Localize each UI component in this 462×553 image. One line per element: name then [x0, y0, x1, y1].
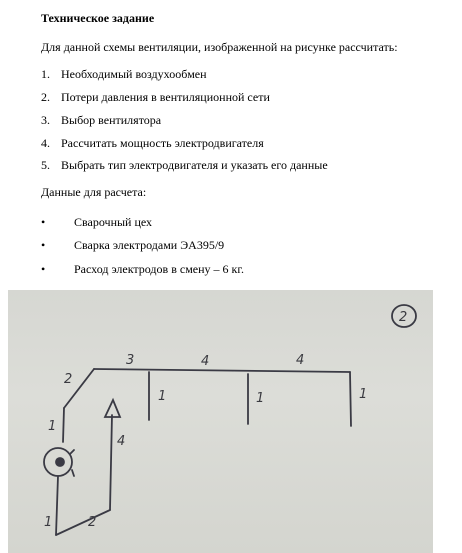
task-item: [41, 136, 264, 151]
task-text: Рассчитать мощность электродвигателя: [61, 136, 264, 150]
task-text: Потери давления в вентиляционной сети: [61, 90, 270, 104]
label-left-bottom: 1: [44, 515, 53, 530]
task-text: Выбор вентилятора: [61, 113, 162, 127]
duct-fan-down: [56, 476, 58, 535]
task-item: [41, 158, 328, 173]
duct-bottom-diagonal: [56, 510, 110, 535]
task-number: 5.: [41, 158, 50, 172]
label-seg-diag: 2: [64, 372, 73, 387]
bullet-mark: •: [41, 215, 46, 229]
fan-hub: [56, 458, 64, 466]
task-number: 1.: [41, 67, 50, 81]
label-seg-top-left: 3: [126, 353, 135, 368]
data-bullet-item: [41, 262, 244, 277]
data-bullet-item: [41, 215, 152, 230]
duct-left-vertical: [63, 408, 64, 442]
task-item: [41, 67, 207, 82]
task-number: 2.: [41, 90, 50, 104]
label-exhaust: 4: [117, 434, 126, 449]
task-number: 3.: [41, 113, 50, 127]
doc-title: Техническое задание: [41, 11, 155, 25]
main-duct: [94, 369, 350, 372]
ventilation-sketch: [8, 290, 433, 553]
ventilation-sketch-photo: [8, 290, 433, 553]
task-text: Необходимый воздухообмен: [61, 67, 207, 81]
label-seg-top-right: 4: [296, 353, 305, 368]
branch-duct-3: [350, 372, 351, 426]
task-text: Выбрать тип электродвигателя и указать его данные: [61, 158, 328, 172]
bullet-mark: •: [41, 238, 46, 252]
exhaust-duct: [110, 415, 112, 510]
task-item: [41, 113, 161, 128]
bullet-text: Сварочный цех: [74, 215, 153, 229]
label-branch-3: 1: [359, 387, 368, 402]
label-seg-top-mid: 4: [201, 354, 210, 369]
bullet-text: Сварка электродами ЭА395/9: [74, 238, 225, 252]
label-branch-2: 1: [256, 391, 265, 406]
label-bottom-diag: 2: [88, 515, 97, 530]
bullet-mark: •: [41, 262, 46, 276]
task-number: 4.: [41, 136, 50, 150]
data-label: Данные для расчета:: [41, 185, 147, 199]
data-bullet-item: [41, 238, 224, 253]
intro-text: Для данной схемы вентиляции, изображенной на рисунке рассчитать:: [41, 40, 398, 54]
label-branch-1: 1: [158, 389, 167, 404]
figure-number: 2: [399, 310, 408, 325]
bullet-text: Расход электродов в смену – 6 кг.: [74, 262, 244, 276]
label-left-vertical: 1: [48, 419, 57, 434]
task-item: [41, 90, 270, 105]
